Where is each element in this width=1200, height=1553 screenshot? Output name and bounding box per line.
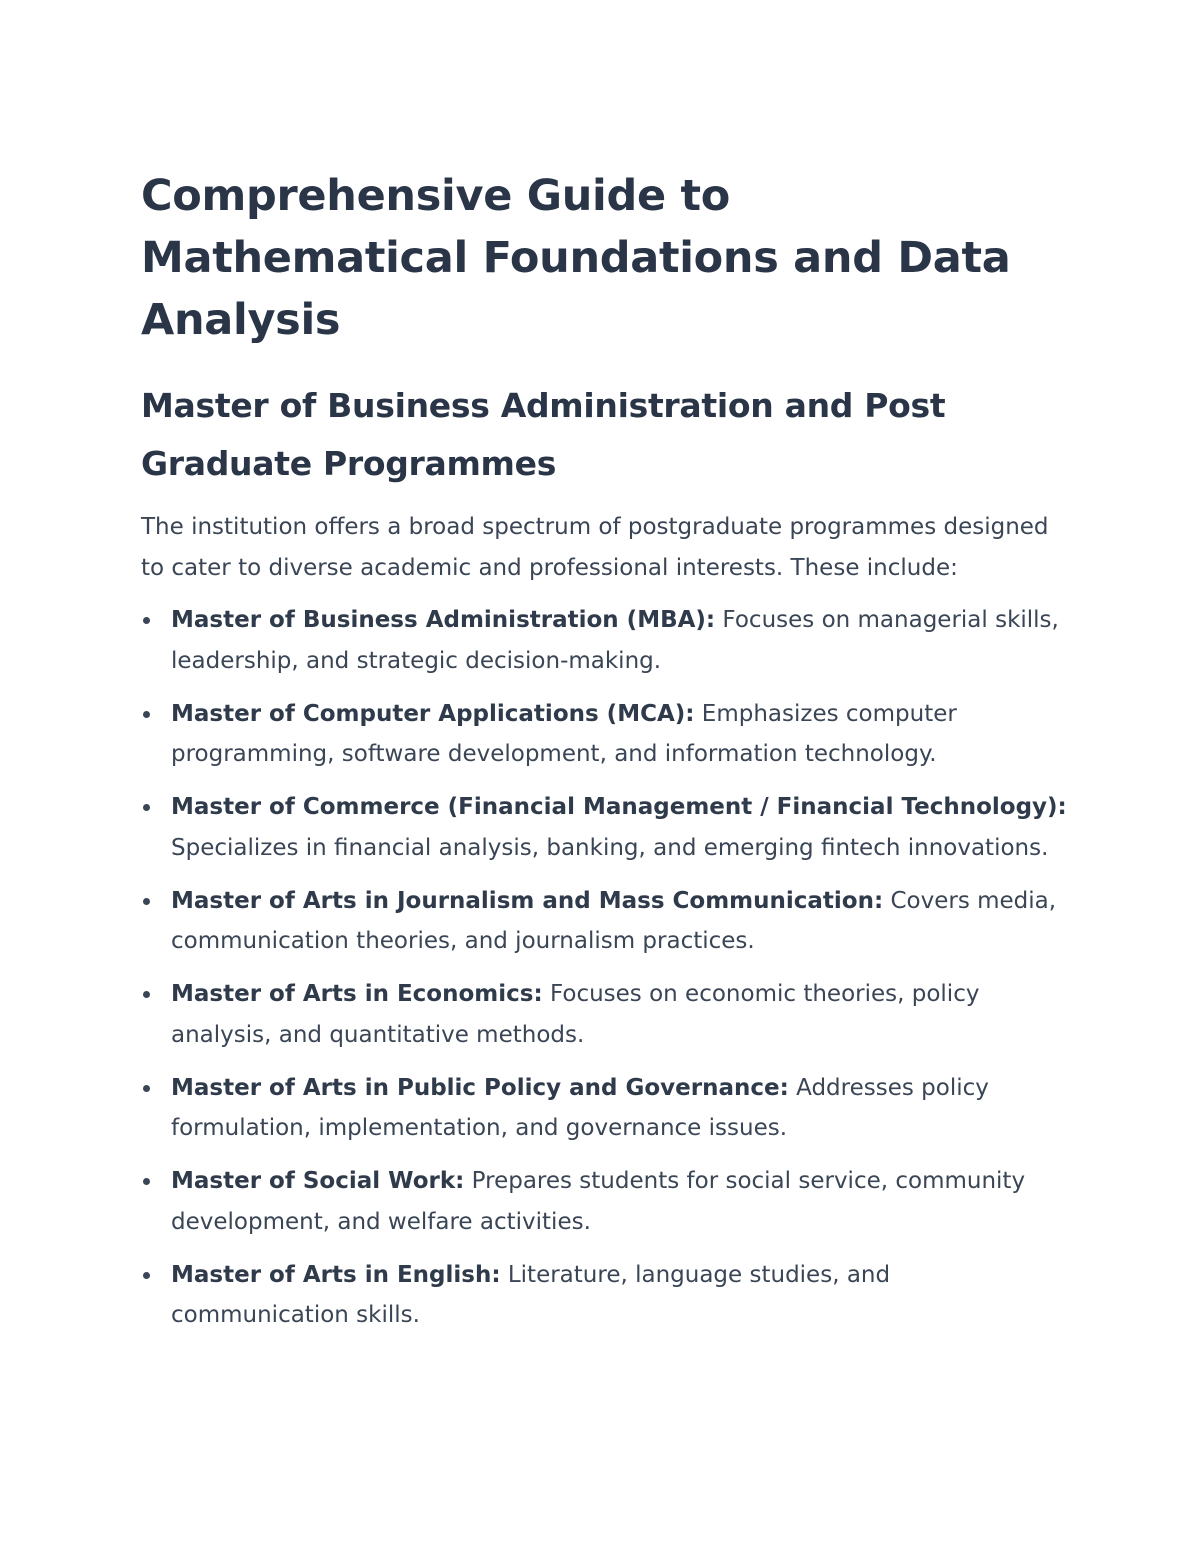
list-item	[141, 1068, 1071, 1149]
programme-description: Focuses on economic theories, policy analysis, and quantitative methods.	[171, 981, 980, 1048]
bullet-icon	[143, 1178, 150, 1185]
programme-term: Master of Business Administration (MBA):	[171, 607, 716, 633]
page-title: Comprehensive Guide to Mathematical Foundations and Data Analysis	[141, 171, 1011, 345]
programme-description: Emphasizes computer programming, software development, and information technology.	[171, 700, 957, 767]
list-item	[141, 881, 1071, 962]
list-item	[141, 1255, 1071, 1336]
bullet-icon	[143, 804, 150, 811]
list-item	[141, 600, 1071, 681]
intro-paragraph: The institution offers a broad spectrum of postgraduate programmes designed to cater to diverse academic and professional interests. These include:	[141, 514, 1049, 581]
list-item	[141, 694, 1071, 775]
bullet-icon	[143, 1272, 150, 1279]
section-heading: Master of Business Administration and Post Graduate Programmes	[141, 386, 946, 483]
programme-description: Covers media, communication theories, and journalism practices.	[171, 887, 1057, 954]
programme-description: Specializes in financial analysis, banking, and emerging fintech innovations.	[171, 834, 1049, 861]
bullet-icon	[143, 898, 150, 905]
programme-description: Addresses policy formulation, implementation, and governance issues.	[171, 1074, 989, 1141]
programme-term: Master of Arts in Public Policy and Governance:	[171, 1074, 789, 1101]
bullet-icon	[143, 991, 150, 998]
programme-term: Master of Arts in Economics:	[171, 981, 543, 1007]
programme-description: Literature, language studies, and communication skills.	[171, 1261, 891, 1328]
list-item	[141, 787, 1071, 868]
programme-term: Master of Computer Applications (MCA):	[171, 700, 695, 727]
programme-term: Master of Arts in Journalism and Mass Communication:	[171, 887, 884, 914]
programme-term: Master of Arts in English:	[171, 1261, 501, 1288]
bullet-icon	[143, 617, 150, 624]
bullet-icon	[143, 711, 150, 718]
list-item	[141, 1161, 1071, 1242]
programme-description: Prepares students for social service, community development, and welfare activities.	[171, 1168, 1026, 1235]
list-item	[141, 974, 1071, 1055]
bullet-icon	[143, 1085, 150, 1092]
programme-term: Master of Social Work:	[171, 1168, 465, 1194]
programme-description: Focuses on managerial skills, leadership, and strategic decision-making.	[171, 607, 1059, 674]
document-page	[141, 165, 1071, 1348]
programme-term: Master of Commerce (Financial Management / Financial Technology):	[171, 794, 1067, 820]
programme-list	[141, 600, 1071, 1336]
